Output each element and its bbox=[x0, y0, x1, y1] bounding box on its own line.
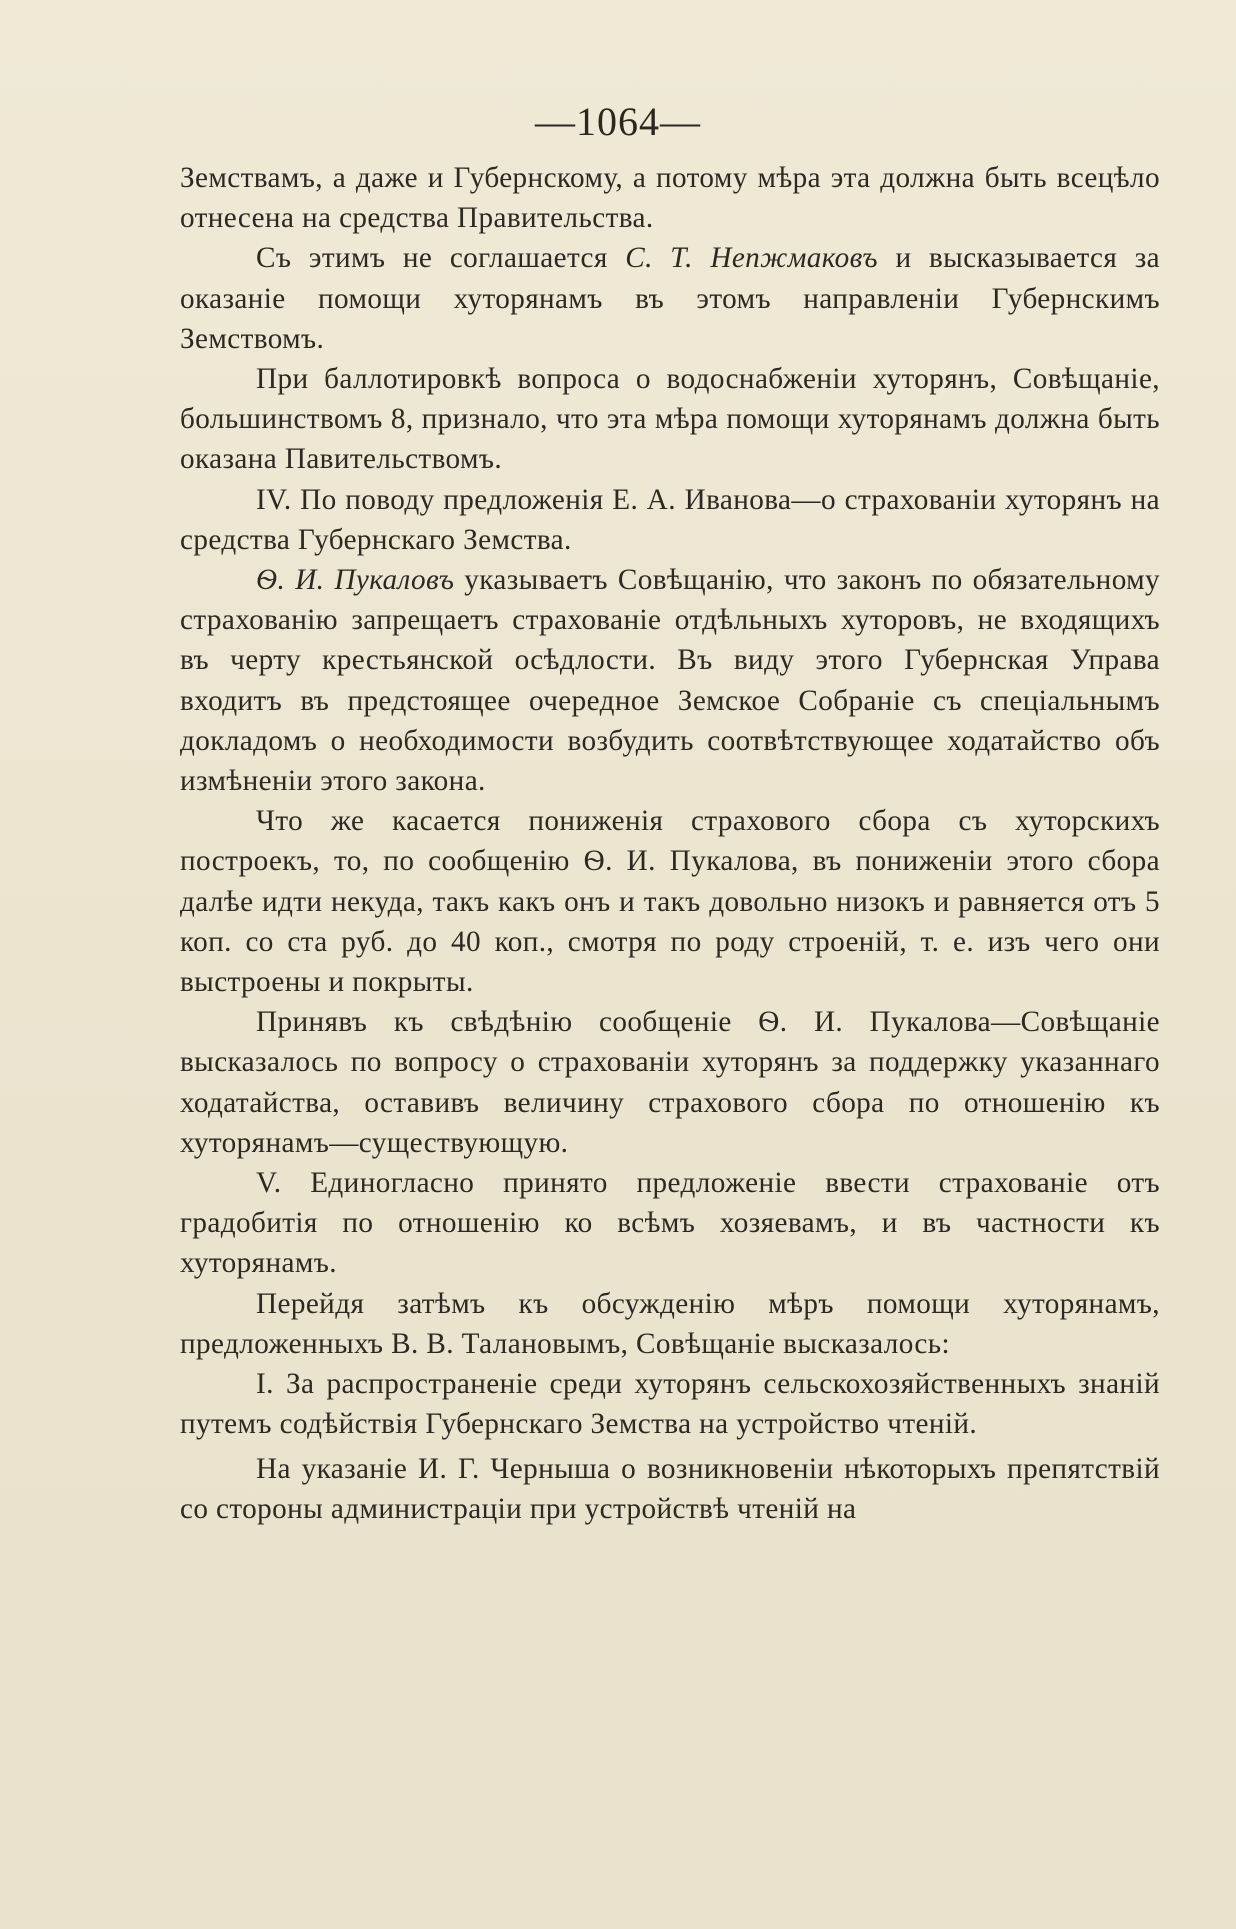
paragraph-4: IV. По поводу предложенія Е. А. Иванова—о страхованіи хуторянъ на средства Губернскаго Земства. bbox=[180, 483, 1160, 556]
paragraph-2-rest: и высказывается за оказаніе помощи хуторянамъ въ этомъ направленіи Губернскимъ Земствомъ. bbox=[180, 242, 1161, 355]
paragraph-6: Что же касается пониженія страхового сбора съ хуторскихъ построекъ, то, по сообщенію Ѳ. И. Пукалова, въ пониженіи этого сбора далѣе идти некуда, такъ какъ онъ и такъ довольно низокъ и равняется отъ 5 коп. со ста руб. до 40 коп., смотря по роду строеній, т. е. изъ чего они выстроены и покрыты. bbox=[180, 805, 1160, 999]
paragraph-1: Земствамъ, а даже и Губернскому, а потому мѣра эта должна быть всецѣло отнесена на средства Правительства. bbox=[180, 162, 1160, 235]
body-text bbox=[180, 158, 1160, 1529]
paragraph-9: Перейдя затѣмъ къ обсужденію мѣръ помощи хуторянамъ, предложенныхъ В. В. Талановымъ, Совѣщаніе высказалось: bbox=[180, 1287, 1160, 1360]
paragraph-10: I. За распространеніе среди хуторянъ сельскохозяйственныхъ знаній путемъ содѣйствія Губернскаго Земства на устройство чтеній. bbox=[180, 1368, 1160, 1441]
paragraph-8: V. Единогласно принято предложеніе ввести страхованіе отъ градобитія по отношенію ко всѣмъ хозяевамъ, и въ частности къ хуторянамъ. bbox=[180, 1167, 1160, 1280]
paragraph-7: Принявъ къ свѣдѣнію сообщеніе Ѳ. И. Пукалова—Совѣщаніе высказалось по вопросу о страхованіи хуторянъ за поддержку указаннаго ходатайства, оставивъ величину страхового сбора по отношенію къ хуторянамъ—существующую. bbox=[180, 1006, 1160, 1159]
speaker-name: Ѳ. И. Пукаловъ bbox=[256, 564, 455, 597]
paragraph-3: При баллотировкѣ вопроса о водоснабженіи хуторянъ, Совѣщаніе, большинствомъ 8, признало, что эта мѣра помощи хуторянамъ должна быть оказана Павительствомъ. bbox=[180, 363, 1160, 476]
paragraph-2-lead: Съ этимъ не соглашается bbox=[256, 242, 626, 275]
speaker-name: С. Т. Непжмаковъ bbox=[625, 242, 878, 275]
paragraph-5 bbox=[180, 560, 1160, 801]
paragraph-11: На указаніе И. Г. Черныша о возникновеніи нѣкоторыхъ препятствій со стороны администраціи при устройствѣ чтеній на bbox=[180, 1452, 1160, 1525]
paragraph-2 bbox=[180, 238, 1160, 359]
paragraph-5-rest: указываетъ Совѣщанію, что законъ по обязательному страхованію запрещаетъ страхованіе отдѣльныхъ хуторовъ, не входящихъ въ черту крестьянской осѣдлости. Въ виду этого Губернская Управа входитъ въ предстоящее очередное Земское Собраніе съ спеціальнымъ докладомъ о необходимости возбудить соотвѣтствующее ходатайство объ измѣненіи этого закона. bbox=[180, 564, 1160, 798]
page-number: —1064— bbox=[535, 99, 701, 144]
